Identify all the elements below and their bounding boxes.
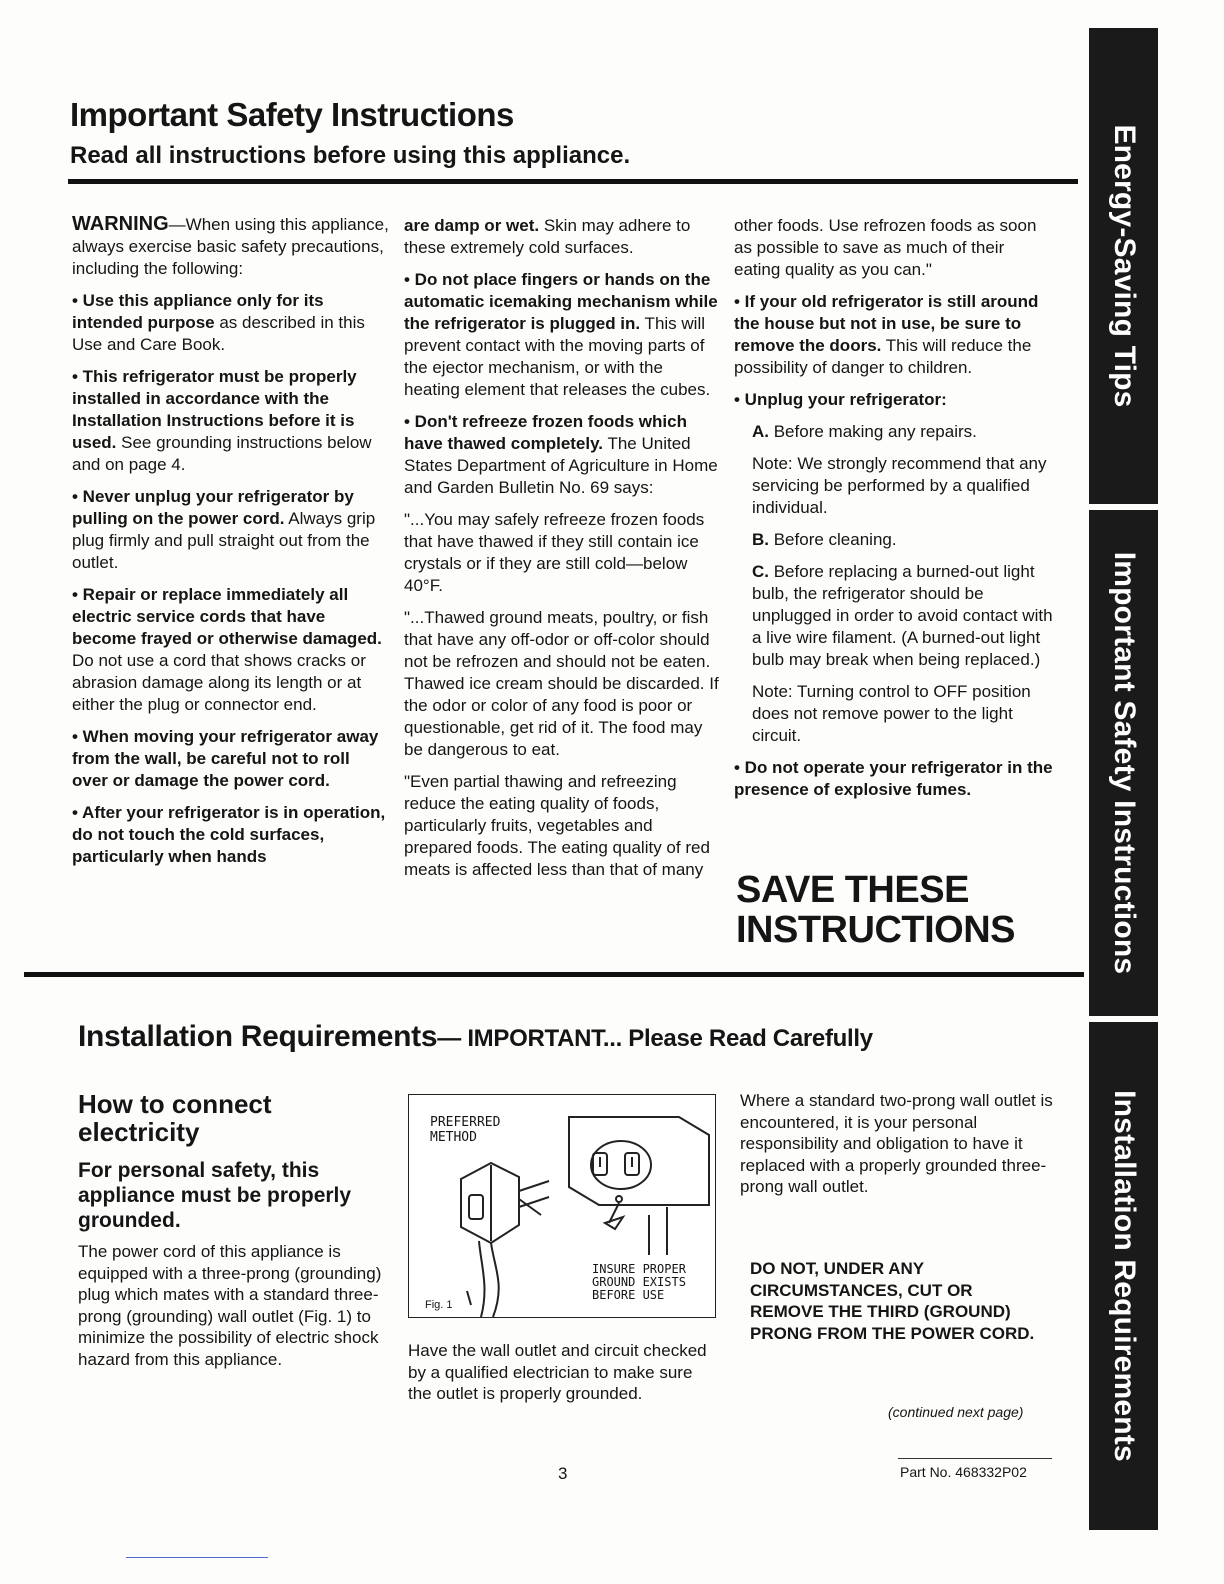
- warning-label: WARNING: [72, 213, 169, 235]
- safety-item: [734, 757, 1054, 801]
- step-text: Before replacing a burned-out light bulb, the refrigerator should be unplugged in order to avoid contact with a live wire filament. (A burned-out light bulb may break when being replaced.): [752, 562, 1053, 669]
- safety-item-bold: • This refrigerator must be properly installed in accordance with the Installation Instructions before it is used.: [72, 367, 357, 452]
- page-title: Important Safety Instructions: [70, 96, 514, 133]
- step-label: C.: [752, 562, 769, 581]
- safety-item-bold: are damp or wet.: [404, 216, 540, 235]
- connect-heading: How to connect electricity: [78, 1089, 272, 1147]
- section-title-main: Installation Requirements: [78, 1020, 438, 1053]
- divider: [24, 972, 1084, 977]
- safety-item-text: Do not use a cord that shows cracks or abrasion damage along its length or at either the plug or connector end.: [72, 651, 366, 714]
- safety-item-bold: • Use this appliance only for its intended purpose: [72, 291, 324, 332]
- safety-item: [734, 389, 1054, 411]
- safety-item-text: as described in this Use and Care Book.: [72, 313, 365, 354]
- part-number: Part No. 468332P02: [900, 1464, 1027, 1480]
- note: Note: We strongly recommend that any servicing be performed by a qualified individual.: [752, 454, 1047, 517]
- two-prong-text: Where a standard two-prong wall outlet is encountered, it is your personal responsibility and obligation to have it replaced with a properly grounded three-prong wall outlet.: [740, 1091, 1053, 1196]
- unplug-step: [734, 529, 1054, 551]
- safety-item-text: Always grip plug firmly and pull straight out from the outlet.: [72, 509, 376, 572]
- unplug-step: [734, 421, 1054, 443]
- ground-prong-warning: DO NOT, UNDER ANY CIRCUMSTANCES, CUT OR REMOVE THE THIRD (GROUND) PRONG FROM THE POWER CORD.: [750, 1259, 1035, 1343]
- side-tab-energy-saving[interactable]: [1089, 28, 1158, 504]
- safety-item: [404, 215, 722, 259]
- quote-paragraph: "...Thawed ground meats, poultry, or fish that have any off-odor or off-color should not be refrozen and should not be eaten. Thawed ice cream should be discarded. If the odor or color of any food is poor or questionable, get rid of it. The food may be dangerous to eat.: [404, 608, 719, 759]
- safety-column-2: [404, 215, 722, 891]
- page-subtitle: Read all instructions before using this appliance.: [70, 142, 631, 169]
- save-instructions-heading: [736, 870, 1015, 950]
- step-label: B.: [752, 530, 769, 549]
- save-line-1: SAVE THESE: [736, 869, 969, 911]
- figure-label-line: PREFERRED: [430, 1115, 501, 1130]
- safety-item-text: See grounding instructions below and on page 4.: [72, 433, 372, 474]
- safety-item-bold: • If your old refrigerator is still around the house but not in use, be sure to remove the doors.: [734, 292, 1039, 355]
- connect-electricity-column: [78, 1090, 388, 1370]
- safety-item: [72, 290, 390, 356]
- safety-item: [404, 269, 722, 401]
- safety-item-text: This will reduce the possibility of danger to children.: [734, 336, 1032, 377]
- decorative-line: [126, 1557, 268, 1558]
- side-tab-label: Energy-Saving Tips: [1107, 124, 1141, 408]
- safety-item: [72, 584, 390, 716]
- step-text: Before cleaning.: [769, 530, 897, 549]
- safety-item-text: This will prevent contact with the moving parts of the ejector mechanism, or with the heating element that releases the cubes.: [404, 314, 711, 399]
- section-title: [78, 1020, 873, 1054]
- safety-item: [72, 802, 390, 868]
- safety-item-text: Skin may adhere to these extremely cold surfaces.: [404, 216, 691, 257]
- quote-paragraph: "Even partial thawing and refreezing reduce the eating quality of foods, particularly fruits, vegetables and prepared foods. The eating quality of red meats is affected less than that of many: [404, 772, 710, 879]
- safety-item: [72, 366, 390, 476]
- figure-number: Fig. 1: [425, 1299, 453, 1311]
- figure-grounded-outlet: [408, 1094, 716, 1318]
- quote-paragraph: "...You may safely refreeze frozen foods that have thawed if they still contain ice crystals or if they are still cold—below 40°F.: [404, 510, 705, 595]
- note: Note: Turning control to OFF position does not remove power to the light circuit.: [752, 682, 1031, 745]
- safety-item-text: The United States Department of Agriculture in Home and Garden Bulletin No. 69 says:: [404, 434, 718, 497]
- figure-caption: Have the wall outlet and circuit checked by a qualified electrician to make sure the outlet is properly grounded.: [408, 1341, 707, 1403]
- outlet-plug-illustration: [409, 1095, 715, 1317]
- safety-item: [404, 411, 722, 499]
- section-title-suffix: — IMPORTANT... Please Read Carefully: [437, 1025, 873, 1052]
- page-number: 3: [558, 1464, 568, 1483]
- side-tab-safety[interactable]: [1089, 510, 1158, 1016]
- safety-item-bold: • Do not place fingers or hands on the automatic icemaking mechanism while the refrigerator is plugged in.: [404, 270, 718, 333]
- safety-item-bold: • Don't refreeze frozen foods which have thawed completely.: [404, 412, 687, 453]
- safety-column-3: [734, 215, 1054, 811]
- side-tab-installation[interactable]: [1089, 1022, 1158, 1530]
- safety-item-bold: • Unplug your refrigerator:: [734, 390, 947, 409]
- figure-label-line: METHOD: [430, 1130, 477, 1145]
- power-cord-text: The power cord of this appliance is equipped with a three-prong (grounding) plug which mates with a standard three-prong (grounding) wall outlet (Fig. 1) to minimize the possibility of electric shock hazard from this appliance.: [78, 1242, 382, 1369]
- safety-item-bold: • Repair or replace immediately all electric service cords that have become frayed or otherwise damaged.: [72, 585, 382, 648]
- safety-item: [72, 486, 390, 574]
- safety-item-bold: • When moving your refrigerator away from the wall, be careful not to roll over or damage the power cord.: [72, 727, 379, 790]
- warning-text: —When using this appliance, always exercise basic safety precautions, including the following:: [72, 215, 389, 278]
- figure-label-line: GROUND EXISTS: [592, 1275, 686, 1289]
- step-text: Before making any repairs.: [769, 422, 977, 441]
- step-label: A.: [752, 422, 769, 441]
- divider: [68, 179, 1078, 184]
- unplug-step: [734, 561, 1054, 671]
- grounding-subheading: For personal safety, this appliance must be properly grounded.: [78, 1159, 352, 1232]
- safety-item-bold: • Do not operate your refrigerator in the presence of explosive fumes.: [734, 758, 1053, 799]
- warning-paragraph: [72, 213, 390, 280]
- safety-item-bold: • Never unplug your refrigerator by pulling on the power cord.: [72, 487, 354, 528]
- continued-text: other foods. Use refrozen foods as soon as possible to save as much of their eating quality as you can.": [734, 216, 1037, 279]
- safety-item: [72, 726, 390, 792]
- safety-item-bold: • After your refrigerator is in operation, do not touch the cold surfaces, particularly when hands: [72, 803, 386, 866]
- save-line-2: INSTRUCTIONS: [736, 909, 1015, 951]
- figure-label-line: BEFORE USE: [592, 1288, 665, 1302]
- safety-item: [734, 291, 1054, 379]
- continued-note: (continued next page): [888, 1404, 1024, 1420]
- divider: [898, 1458, 1052, 1459]
- side-tab-label: Installation Requirements: [1107, 1090, 1141, 1462]
- figure-label-line: INSURE PROPER: [592, 1262, 686, 1276]
- safety-column-1: [72, 213, 390, 878]
- side-tab-label: Important Safety Instructions: [1107, 551, 1141, 975]
